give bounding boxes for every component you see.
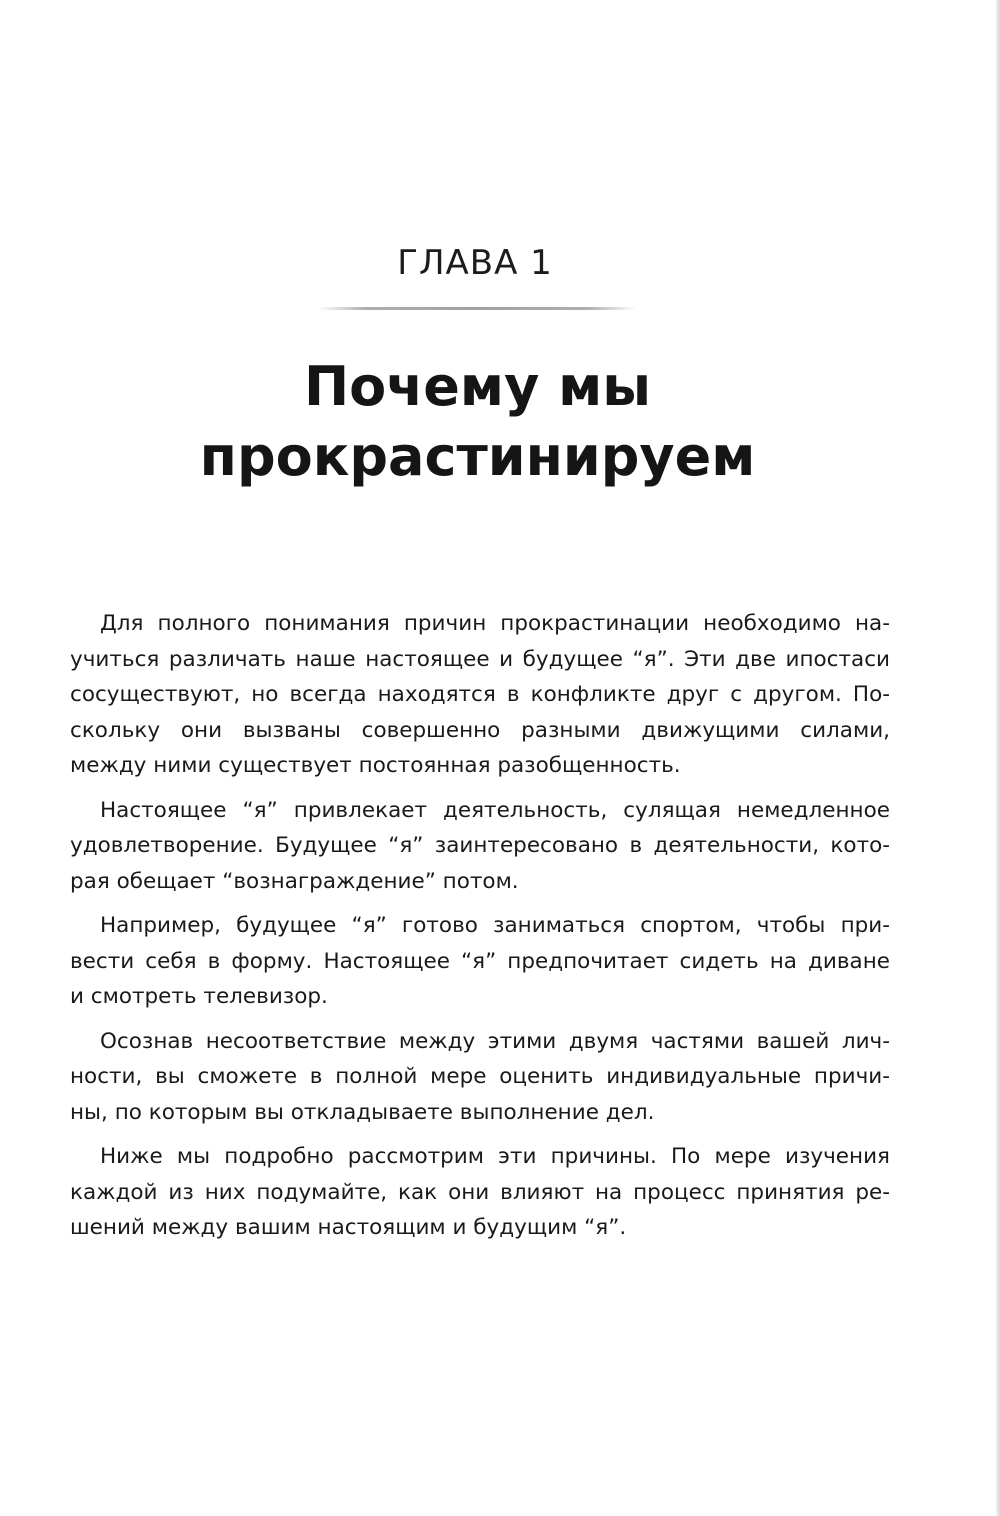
text-line: Например, будущее “я” готово заниматься спортом, чтобы при- [100,913,890,938]
page-edge-shadow [996,0,1000,1516]
text-line: между ними существует постоянная разобщенность. [70,753,681,778]
text-line: ны, по которым вы откладываете выполнение дел. [70,1099,655,1125]
text-line: ности, вы сможете в полной мере оценить индивидуальные причи- [70,1064,890,1089]
text-line: удовлетворение. Будущее “я” заинтересовано в деятельности, кото- [70,833,890,858]
text-line: шений между вашим настоящим и будущим “я”. [70,1215,627,1240]
chapter-title-line: Почему мы [303,355,652,418]
paragraph [70,908,890,1015]
text-line: Осознав несоответствие между этими двумя частями вашей лич- [100,1028,890,1054]
chapter-title-line: прокрастинируем [199,425,756,488]
chapter-label: ГЛАВА 1 [397,243,553,283]
text-line: каждой из них подумайте, как они влияют на процесс принятия ре- [70,1179,890,1205]
paragraph [70,793,890,900]
text-line: Настоящее “я” привлекает деятельность, сулящая немедленное [100,797,890,823]
paragraph [70,1024,890,1131]
chapter-title [0,352,955,492]
chapter-divider [318,307,636,310]
text-line: сосуществуют, но всегда находятся в конфликте друг с другом. По- [70,682,890,707]
paragraph [70,606,890,784]
text-line: Для полного понимания причин прокрастинации необходимо на- [100,611,890,636]
text-line: вести себя в форму. Настоящее “я” предпочитает сидеть на диване [70,948,890,974]
text-line: рая обещает “вознаграждение” потом. [70,868,519,894]
chapter-body [70,606,890,1255]
paragraph [70,1139,890,1246]
text-line: и смотреть телевизор. [70,984,328,1009]
text-line: учиться различать наше настоящее и будущее “я”. Эти две ипостаси [70,646,890,672]
text-line: Ниже мы подробно рассмотрим эти причины. По мере изучения [100,1144,890,1169]
text-line: скольку они вызваны совершенно разными движущими силами, [70,717,890,743]
